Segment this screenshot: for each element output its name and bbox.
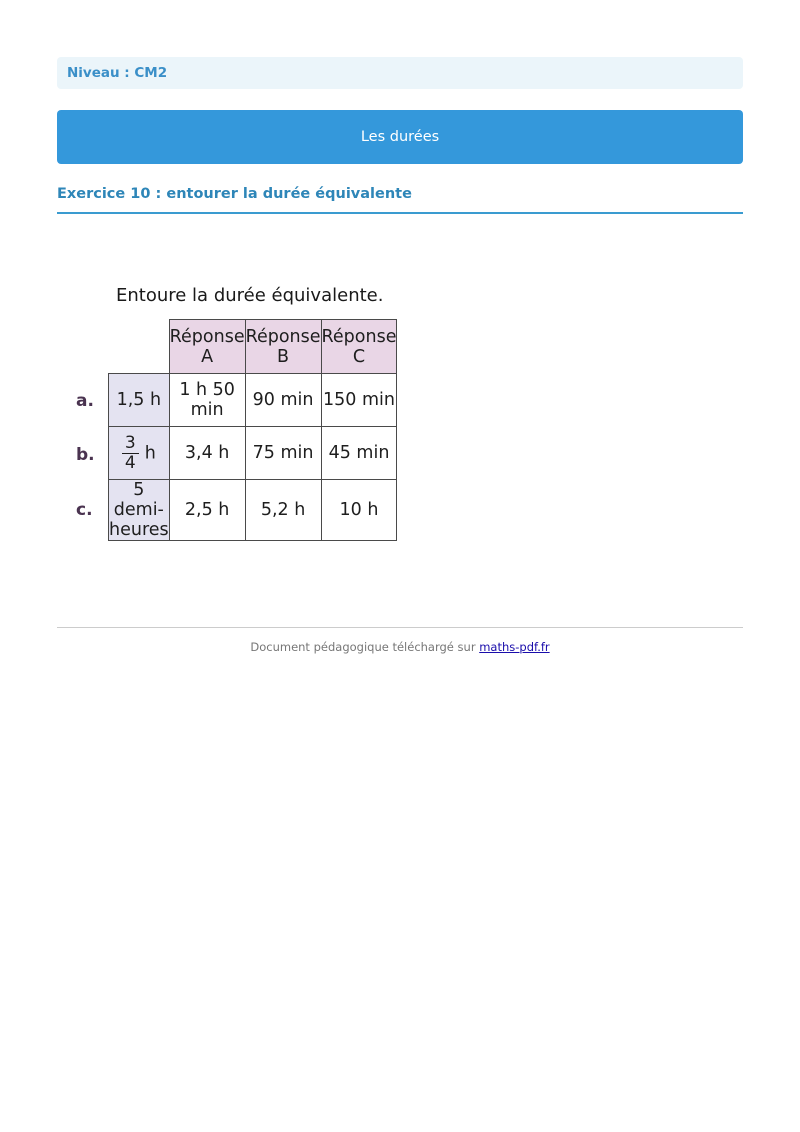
- exercise-instruction: Entoure la durée équivalente.: [116, 285, 384, 306]
- column-header-b: Réponse B: [245, 320, 321, 374]
- table-row: [109, 374, 397, 427]
- exercise-figure: [60, 280, 580, 550]
- given-line-1: 5 demi-: [113, 480, 164, 521]
- exercise-divider: [57, 212, 743, 214]
- footer: [0, 640, 800, 654]
- given-duration: [109, 480, 170, 541]
- table-row: [109, 480, 397, 541]
- answer-cell[interactable]: 10 h: [321, 480, 397, 541]
- column-header-c: Réponse C: [321, 320, 397, 374]
- page-title: Les durées: [360, 129, 440, 145]
- answer-cell[interactable]: 45 min: [321, 427, 397, 480]
- column-header-a: Réponse A: [169, 320, 245, 374]
- answer-cell[interactable]: 150 min: [321, 374, 397, 427]
- level-label: Niveau : CM2: [67, 65, 168, 81]
- given-duration: 1,5 h: [109, 374, 170, 427]
- duration-table: [108, 319, 397, 541]
- footer-divider: [57, 627, 743, 628]
- row-letter-a: a.: [76, 391, 94, 411]
- fraction: [122, 434, 139, 473]
- fraction-numerator: 3: [122, 434, 139, 454]
- fraction-unit: h: [144, 443, 156, 463]
- answer-cell[interactable]: 90 min: [245, 374, 321, 427]
- row-letter-b: b.: [76, 445, 95, 465]
- table-corner: [109, 320, 170, 374]
- title-banner: [57, 110, 743, 164]
- footer-text: Document pédagogique téléchargé sur: [250, 640, 480, 654]
- footer-link[interactable]: maths-pdf.fr: [479, 640, 550, 654]
- exercise-title: Exercice 10 : entourer la durée équivalente: [57, 186, 412, 202]
- answer-cell[interactable]: 1 h 50 min: [169, 374, 245, 427]
- answer-cell[interactable]: 3,4 h: [169, 427, 245, 480]
- answer-cell[interactable]: 75 min: [245, 427, 321, 480]
- level-box: [57, 57, 743, 89]
- row-letter-c: c.: [76, 500, 93, 520]
- answer-cell[interactable]: 5,2 h: [245, 480, 321, 541]
- given-line-2: heures: [109, 520, 169, 541]
- answer-cell[interactable]: 2,5 h: [169, 480, 245, 541]
- given-duration: [109, 427, 170, 480]
- fraction-denominator: 4: [124, 452, 136, 473]
- table-row: [109, 427, 397, 480]
